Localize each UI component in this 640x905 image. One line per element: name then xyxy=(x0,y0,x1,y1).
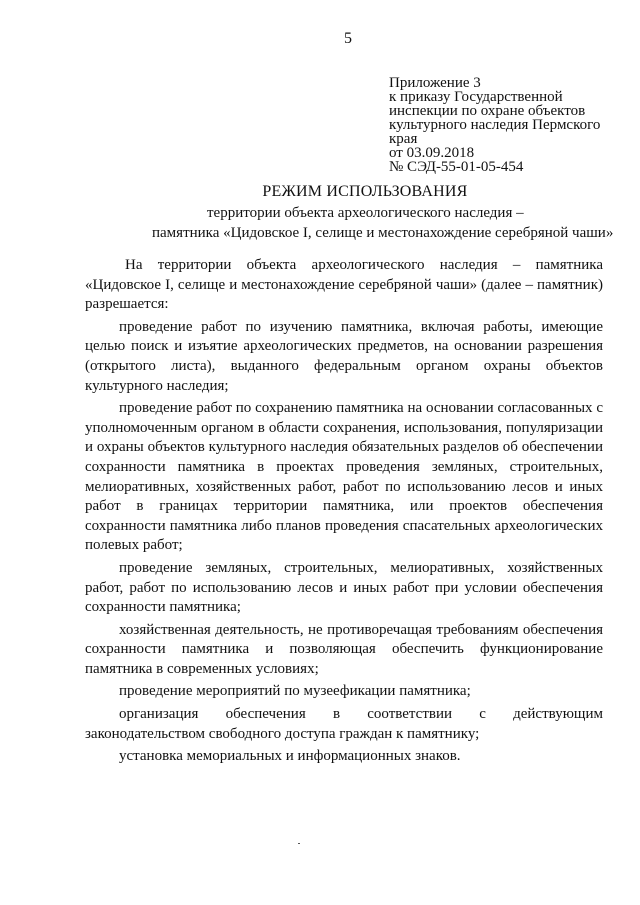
appendix-line: инспекции по охране объектов xyxy=(389,103,586,119)
document-body xyxy=(85,256,603,770)
intro-paragraph: На территории объекта археологического наследия – памятника «Цидовское I, селище и местонахождение серебряной чаши» (далее – памятник) разрешается: xyxy=(85,257,603,313)
appendix-line: Приложение 3 xyxy=(389,75,481,91)
permission-item: проведение мероприятий по музеефикации памятника; xyxy=(119,683,471,700)
permission-item: проведение работ по сохранению памятника на основании согласованных с уполномоченным органом в области сохранения, использования, популяризации и охраны объектов культурного наследия обязательных разделов об обеспечении сохранности памятника в проектах проведения земляных, строительных, мелиоративных, хозяйственных работ, работ по использованию лесов и иных работ в границах территории памятника, или проектов обеспечения сохранности памятника либо планов проведения спасательных археологических полевых работ; xyxy=(85,400,603,554)
appendix-block xyxy=(389,76,619,174)
subtitle-line: памятника «Цидовское I, селище и местонахождение серебряной чаши» xyxy=(152,225,614,241)
permission-item: проведение земляных, строительных, мелиоративных, хозяйственных работ, работ по использованию лесов и иных работ при условии обеспечения сохранности памятника; xyxy=(85,559,603,616)
document-title-block xyxy=(0,183,640,201)
appendix-line: № СЭД-55-01-05-454 xyxy=(389,159,524,175)
appendix-line: к приказу Государственной xyxy=(389,89,563,105)
scan-speck xyxy=(298,843,300,844)
appendix-line: от 03.09.2018 xyxy=(389,145,475,161)
page-number: 5 xyxy=(344,30,352,47)
permission-item: установка мемориальных и информационных знаков. xyxy=(119,748,461,765)
document-title: РЕЖИМ ИСПОЛЬЗОВАНИЯ xyxy=(262,183,468,200)
appendix-line: культурного наследия Пермского xyxy=(389,117,601,133)
permission-item: организация обеспечения в соответствии с действующим законодательством свободного доступа граждан к памятнику; xyxy=(85,706,603,742)
subtitle-line: территории объекта археологического наследия – xyxy=(207,205,524,221)
permission-item: хозяйственная деятельность, не противоречащая требованиям обеспечения сохранности памятника и позволяющая обеспечить функционирование памятника в современных условиях; xyxy=(85,621,603,677)
permission-item: проведение работ по изучению памятника, включая работы, имеющие целью поиск и изъятие археологических предметов, на основании разрешения (открытого листа), выданного федеральным органом охраны объектов культурного наследия; xyxy=(85,318,603,394)
appendix-line: края xyxy=(389,131,418,147)
document-subtitle-block xyxy=(0,203,640,243)
